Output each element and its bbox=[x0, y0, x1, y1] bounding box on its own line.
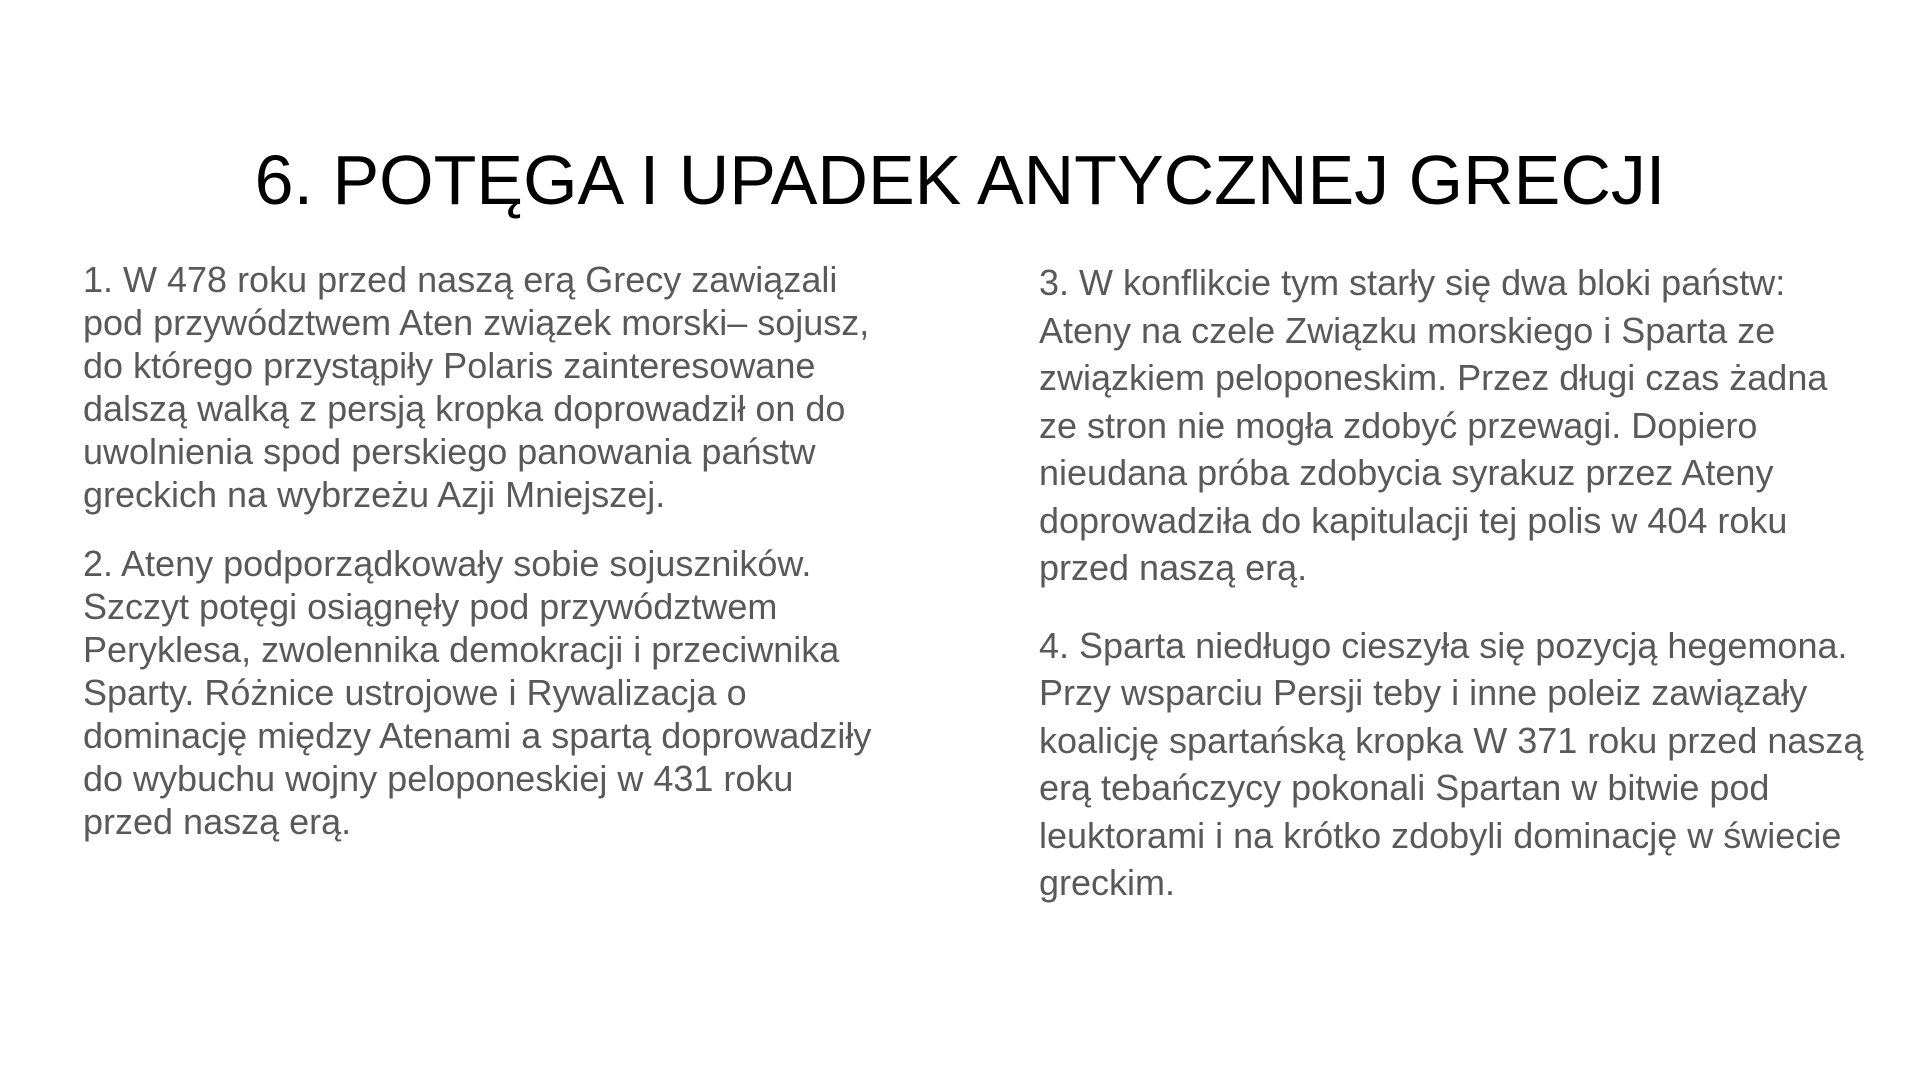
paragraph-1: 1. W 478 roku przed naszą erą Grecy zawiązali pod przywództwem Aten związek morski– sojusz, do którego przystąpiły Polaris zainteresowane dalszą walką z persją kropka doprowadził on do uwolnienia spod perskiego panowania państw greckich na wybrzeżu Azji Mniejszej. bbox=[83, 259, 870, 515]
left-column bbox=[83, 258, 883, 843]
right-column bbox=[1039, 259, 1869, 907]
paragraph-3: 3. W konflikcie tym starły się dwa bloki państw: Ateny na czele Związku morskiego i Sparta ze związkiem peloponeskim. Przez długi czas żadna ze stron nie mogła zdobyć przewagi. Dopiero nieudana próba zdobycia syrakuz przez Ateny doprowadziła do kapitulacji tej polis w 404 roku przed naszą erą. bbox=[1039, 262, 1828, 588]
paragraph-4: 4. Sparta niedługo cieszyła się pozycją hegemona. Przy wsparciu Persji teby i inne poleiz zawiązały koalicję spartańską kropka W 371 roku przed naszą erą tebańczycy pokonali Spartan w bitwie pod leuktorami i na krótko zdobyli dominację w świecie greckim. bbox=[1039, 624, 1864, 903]
slide-title: 6. POTĘGA I UPADEK ANTYCZNEJ GRECJI bbox=[254, 141, 1666, 219]
paragraph-2: 2. Ateny podporządkowały sobie sojuszników. Szczyt potęgi osiągnęły pod przywództwem Peryklesa, zwolennika demokracji i przeciwnika Sparty. Różnice ustrojowe i Rywalizacja o dominację między Atenami a spartą doprowadziły do wybuchu wojny peloponeskiej w 431 roku przed naszą erą. bbox=[83, 543, 872, 842]
